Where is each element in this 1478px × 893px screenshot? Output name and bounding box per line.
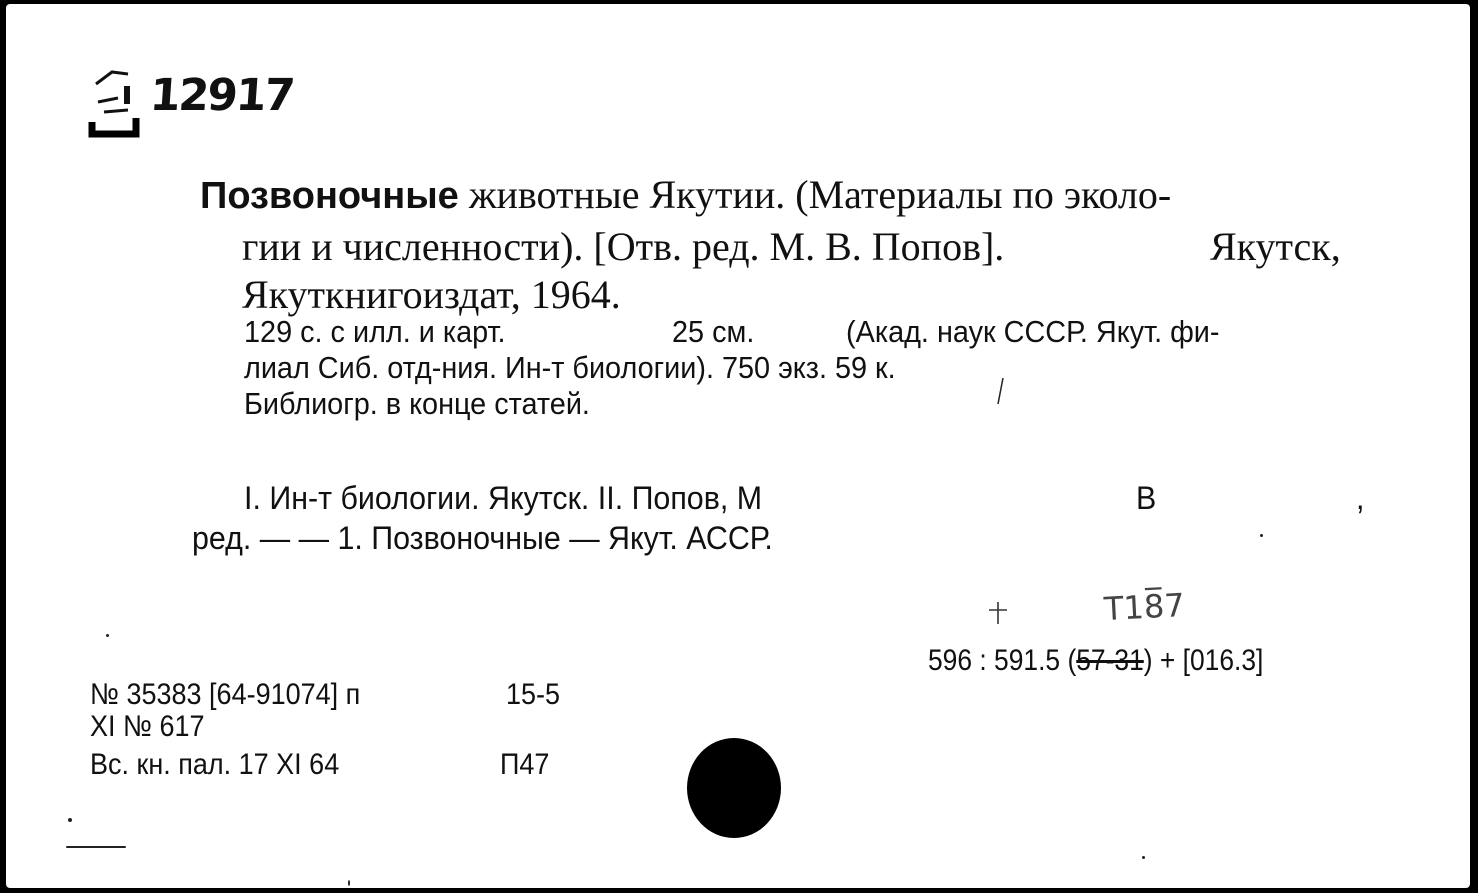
desc-line-3: Библиогр. в конце статей.	[244, 386, 590, 421]
title-line-1: Позвоночные животные Якутии. (Материалы по эколо-	[200, 172, 1172, 217]
title-line-3: Якуткнигоиздат, 1964.	[242, 272, 621, 317]
title-line-2: гии и численности). [Отв. ред. М. В. Попов].	[242, 224, 1005, 269]
foot-line-1a: № 35383 [64-91074] п	[90, 678, 361, 711]
pen-mark-icon	[994, 376, 1006, 406]
desc-line-2: лиал Сиб. отд-ния. Ин-т биологии). 750 экз. 59 к.	[244, 350, 896, 385]
foot-line-3b: П47	[500, 748, 550, 781]
title-bold: Позвоночные	[200, 175, 459, 217]
foot-line-3a: Вс. кн. пал. 17 XI 64	[90, 748, 340, 781]
speck	[1260, 534, 1263, 537]
title-line-2-end: Якутск,	[1210, 224, 1341, 269]
punch-hole	[687, 738, 781, 838]
speck	[106, 634, 109, 637]
desc-line-1a: 129 с. с илл. и карт.	[244, 314, 506, 349]
speck	[68, 818, 72, 822]
foot-line-1b: 15-5	[506, 678, 561, 711]
desc-line-1b: 25 см.	[672, 314, 755, 349]
speck	[66, 846, 126, 848]
foot-line-2: XI № 617	[90, 710, 205, 743]
classification-index: 596 : 591.5 (57-31) + [016.3]	[928, 644, 1264, 677]
speck	[1142, 856, 1145, 859]
tracing-line-1c: ,	[1356, 480, 1365, 516]
tracing-line-2: ред. — — 1. Позвоночные — Якут. АССР.	[192, 520, 773, 556]
desc-line-1c: (Акад. наук СССР. Якут. фи-	[846, 314, 1220, 349]
catalog-card	[6, 4, 1470, 888]
call-number: 12917	[148, 70, 295, 121]
dagger-mark-icon	[986, 600, 1010, 626]
tracing-line-1b: В	[1136, 480, 1157, 516]
speck	[348, 880, 350, 886]
handwritten-mark: Т18̅7	[1103, 585, 1186, 629]
stamp-mark-icon	[88, 62, 144, 138]
tracing-line-1a: I. Ин-т биологии. Якутск. II. Попов, М	[244, 480, 763, 516]
